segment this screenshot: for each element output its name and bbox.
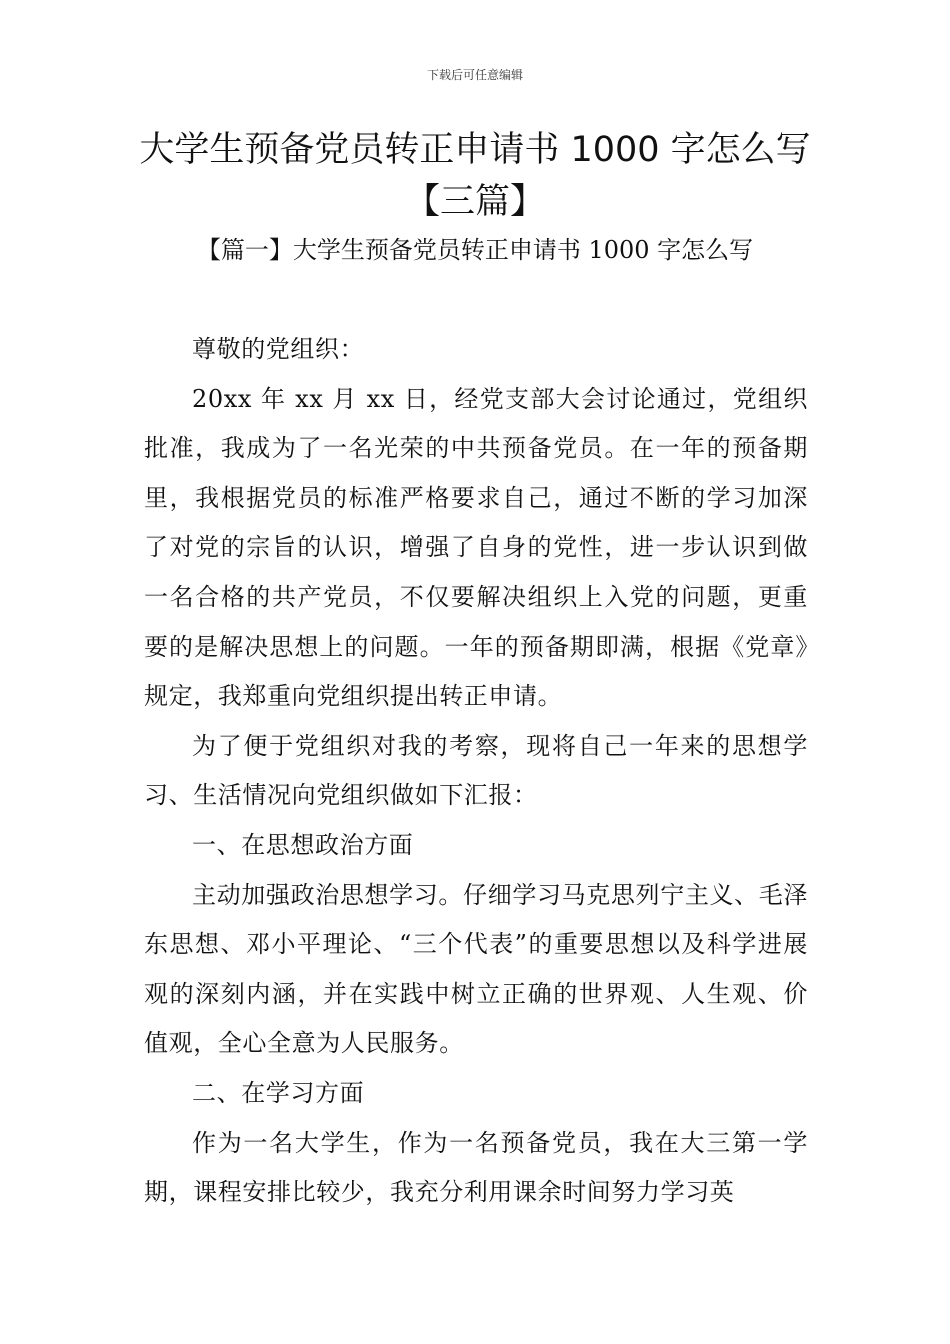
- document-title-line-1: 大学生预备党员转正申请书 1000 字怎么写: [139, 130, 811, 170]
- document-title: [60, 124, 890, 228]
- section-heading: 【篇一】大学生预备党员转正申请书 1000 字怎么写: [196, 236, 754, 264]
- body-paragraph: 作为一名大学生，作为一名预备党员，我在大三第一学期，课程安排比较少，我充分利用课余时间努力学习英: [144, 1128, 808, 1207]
- subsection-heading: 二、在学习方面: [192, 1078, 365, 1107]
- subsection-heading: 一、在思想政治方面: [192, 830, 414, 859]
- body-paragraph: 为了便于党组织对我的考察，现将自己一年来的思想学习、生活情况向党组织做如下汇报：: [144, 731, 808, 810]
- header-note: 下载后可任意编辑: [426, 68, 523, 82]
- salutation: 尊敬的党组织：: [192, 335, 365, 363]
- document-body: [144, 325, 808, 1218]
- document-title-line-2: 【三篇】: [404, 182, 545, 222]
- body-paragraph: 主动加强政治思想学习。仔细学习马克思列宁主义、毛泽东思想、邓小平理论、“三个代表”的重要思想以及科学进展观的深刻内涵，并在实践中树立正确的世界观、人生观、价值观，全心全意为人民服务。: [144, 880, 808, 1058]
- body-paragraph: 20xx 年 xx 月 xx 日，经党支部大会讨论通过，党组织批准，我成为了一名光荣的中共预备党员。在一年的预备期里，我根据党员的标准严格要求自己，通过不断的学习加深了对党的宗旨的认识，增强了自身的党性，进一步认识到做一名合格的共产党员，不仅要解决组织上入党的问题，更重要的是解决思想上的问题。一年的预备期即满，根据《党章》规定，我郑重向党组织提出转正申请。: [144, 384, 808, 711]
